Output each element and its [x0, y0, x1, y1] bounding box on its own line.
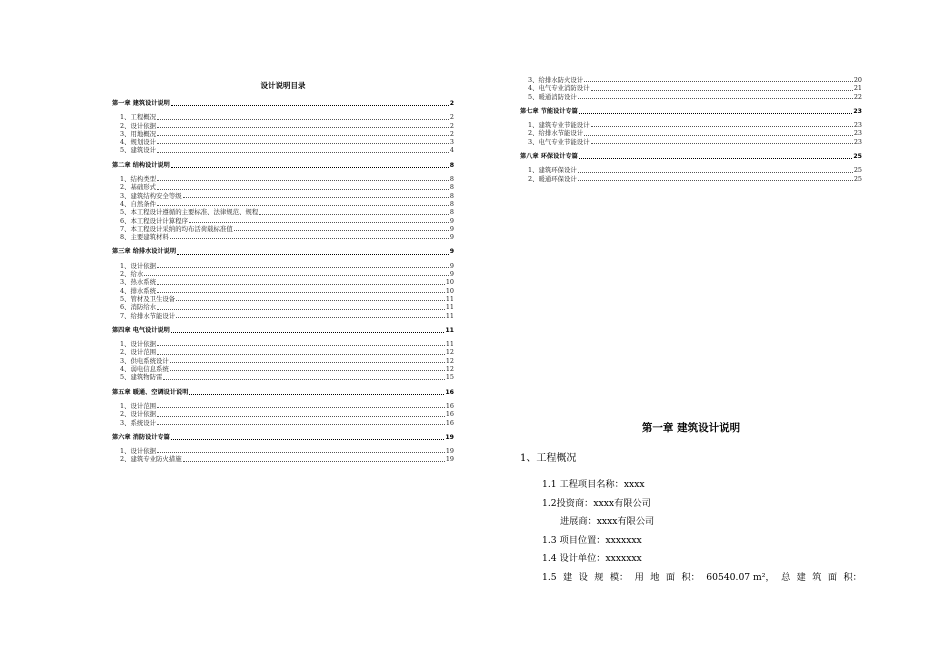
toc-leader-dots — [259, 213, 449, 215]
toc-item-row[interactable] — [112, 295, 454, 303]
toc-leader-dots — [157, 126, 449, 128]
toc-entry-label: 4、排水系统 — [120, 286, 157, 295]
toc-page-number: 22 — [853, 92, 862, 101]
toc-leader-dots — [157, 188, 449, 190]
toc-entry-label: 2、设计范围 — [120, 348, 157, 357]
toc-page-number: 19 — [445, 447, 454, 456]
toc-item-row[interactable] — [112, 183, 454, 191]
toc-leader-dots — [183, 460, 445, 462]
toc-entry-label: 6、本工程设计计算程序 — [120, 216, 188, 225]
toc-leader-dots — [163, 378, 444, 380]
investor-line: 1.2投资商：xxxx有限公司 — [542, 497, 651, 509]
toc-entry-label: 1、设计依据 — [120, 261, 157, 270]
toc-entry-label: 1、建筑专业节能设计 — [528, 121, 590, 130]
toc-page-number: 25 — [853, 166, 862, 175]
toc-entry-label: 5、建筑物防雷 — [120, 373, 163, 382]
toc-chapter-row[interactable] — [112, 162, 454, 170]
toc-page-number: 25 — [853, 174, 862, 183]
toc-leader-dots — [157, 266, 449, 268]
toc-leader-dots — [578, 97, 853, 99]
toc-leader-dots — [170, 237, 449, 239]
toc-leader-dots — [584, 80, 853, 82]
toc-page-number: 12 — [445, 365, 454, 374]
toc-leader-dots — [157, 451, 445, 453]
toc-leader-dots — [176, 316, 445, 318]
toc-leader-dots — [584, 134, 853, 136]
toc-entry-label: 3、给排水防火设计 — [528, 76, 584, 84]
toc-entry-label: 2、基础形式 — [120, 183, 157, 192]
location-line: 1.3 项目位置：xxxxxxx — [542, 534, 642, 546]
toc-page-number: 11 — [445, 340, 454, 349]
toc-item-row[interactable] — [520, 93, 862, 101]
toc-leader-dots — [177, 253, 449, 255]
toc-item-row[interactable] — [112, 146, 454, 154]
scale-line-part: 1.5 — [542, 571, 557, 583]
toc-item-row[interactable] — [112, 373, 454, 381]
toc-item-row[interactable] — [112, 113, 454, 121]
toc-page-number: 16 — [445, 388, 454, 396]
toc-item-row[interactable] — [520, 175, 862, 183]
toc-leader-dots — [157, 151, 449, 153]
toc-page-number: 4 — [449, 146, 454, 155]
toc-entry-label: 5、本工程设计遵循的主要标准、法律规范、规程 — [120, 208, 259, 217]
toc-leader-dots — [171, 331, 445, 333]
toc-item-row[interactable] — [112, 192, 454, 200]
toc-entry-label: 第六章 消防设计专篇 — [112, 433, 170, 441]
toc-item-row[interactable] — [112, 340, 454, 348]
toc-page-number: 8 — [449, 161, 454, 169]
toc-chapter-row[interactable] — [112, 434, 454, 442]
toc-leader-dots — [591, 125, 853, 127]
toc-page-number: 23 — [853, 121, 862, 130]
toc-page-number: 23 — [853, 107, 862, 115]
toc-item-row[interactable] — [112, 208, 454, 216]
toc-item-row[interactable] — [520, 166, 862, 174]
toc-item-row[interactable] — [112, 410, 454, 418]
toc-leader-dots — [234, 229, 449, 231]
toc-leader-dots — [183, 196, 449, 198]
toc-entry-label: 4、规划设计 — [120, 138, 157, 147]
toc-page-number: 2 — [449, 129, 454, 138]
toc-leader-dots — [157, 118, 449, 120]
toc-page-number: 11 — [445, 294, 454, 303]
toc-entry-label: 4、自然条件 — [120, 199, 157, 208]
toc-leader-dots — [170, 361, 445, 363]
toc-leader-dots — [579, 112, 853, 114]
toc-entry-label: 1、设计依据 — [120, 340, 157, 349]
toc-page-number: 8 — [449, 183, 454, 192]
section-heading: 1、工程概况 — [520, 453, 577, 464]
toc-entry-label: 8、主要建筑材料 — [120, 233, 169, 242]
toc-leader-dots — [578, 171, 853, 173]
toc-entry-label: 3、热水系统 — [120, 278, 157, 287]
chapter-heading: 第一章 建筑设计说明 — [641, 422, 741, 434]
toc-item-row[interactable] — [112, 287, 454, 295]
toc-page-number: 9 — [449, 248, 454, 256]
toc-page-number: 3 — [449, 138, 454, 147]
scale-line-part: 规 — [594, 571, 604, 583]
toc-entry-label: 5、管材及卫生设备 — [120, 294, 176, 303]
toc-page-number: 12 — [445, 348, 454, 357]
toc-entry-label: 3、电气专业节能设计 — [528, 137, 590, 146]
toc-page-number: 23 — [853, 129, 862, 138]
toc-entry-label: 3、系统设计 — [120, 418, 157, 427]
toc-item-row[interactable] — [112, 419, 454, 427]
toc-item-row[interactable] — [520, 84, 862, 92]
scale-line-part: 模： — [609, 571, 629, 583]
toc-leader-dots — [176, 299, 445, 301]
toc-leader-dots — [189, 221, 449, 223]
toc-leader-dots — [157, 406, 445, 408]
toc-page-number: 21 — [853, 84, 862, 93]
toc-entry-label: 第二章 结构设计说明 — [112, 161, 170, 169]
chapter-one-section — [520, 420, 862, 587]
toc-leader-dots — [157, 291, 445, 293]
toc-item-row[interactable] — [112, 217, 454, 225]
scale-line-part: 地 — [650, 571, 660, 583]
toc-entry-label: 6、消防给水 — [120, 303, 157, 312]
toc-entry-label: 1、工程概况 — [120, 113, 157, 122]
toc-leader-dots — [578, 179, 853, 181]
toc-page-number: 16 — [445, 418, 454, 427]
toc-page-number: 2 — [449, 113, 454, 122]
project-name-line: 1.1 工程项目名称：xxxx — [542, 479, 645, 490]
toc-leader-dots — [144, 274, 449, 276]
scale-line-part: 筑 — [812, 571, 822, 583]
toc-chapter-row[interactable] — [520, 108, 862, 116]
toc-entry-label: 1、设计依据 — [120, 447, 157, 456]
toc-entry-label: 5、建筑设计 — [120, 146, 157, 155]
toc-leader-dots — [157, 415, 445, 417]
toc-page-number: 9 — [449, 261, 454, 270]
developer-line: 进展商：xxxx有限公司 — [560, 516, 655, 527]
toc-item-row[interactable] — [112, 348, 454, 356]
toc-item-row[interactable] — [112, 122, 454, 130]
toc-page-number: 8 — [449, 199, 454, 208]
scale-line-part: 面 — [665, 571, 676, 583]
toc-left-column — [112, 80, 454, 464]
toc-page-number: 11 — [445, 311, 454, 320]
toc-chapter-row[interactable] — [520, 153, 862, 161]
toc-entry-label: 第三章 给排水设计说明 — [112, 248, 177, 256]
toc-entry-label: 7、本工程设计采纳的均布活荷载标准值 — [120, 224, 233, 233]
scale-line-part: 用 — [634, 571, 644, 583]
toc-entry-label: 1、结构类型 — [120, 175, 157, 184]
toc-page-number: 8 — [449, 175, 454, 184]
toc-leader-dots — [189, 393, 444, 395]
toc-leader-dots — [157, 142, 449, 144]
toc-item-row[interactable] — [112, 225, 454, 233]
toc-chapter-row[interactable] — [112, 389, 454, 397]
toc-right-list — [520, 76, 862, 183]
toc-page-number: 23 — [853, 137, 862, 146]
toc-page-number: 16 — [445, 410, 454, 419]
toc-item-row[interactable] — [112, 312, 454, 320]
toc-entry-label: 4、弱电信息系统 — [120, 365, 169, 374]
toc-entry-label: 1、建筑环保设计 — [528, 166, 577, 175]
toc-leader-dots — [579, 157, 853, 159]
scale-line-part: 面 — [827, 571, 838, 583]
toc-page-number: 9 — [449, 224, 454, 233]
toc-leader-dots — [157, 204, 449, 206]
toc-entry-label: 第五章 暖通、空调设计说明 — [112, 388, 189, 396]
toc-chapter-row[interactable] — [112, 327, 454, 335]
toc-item-row[interactable] — [112, 270, 454, 278]
toc-entry-label: 第四章 电气设计说明 — [112, 326, 170, 334]
toc-leader-dots — [157, 308, 445, 310]
toc-page-number: 9 — [449, 216, 454, 225]
toc-entry-label: 2、建筑专业防火措施 — [120, 455, 182, 464]
toc-page-number: 8 — [449, 208, 454, 217]
toc-page-number: 2 — [449, 100, 454, 107]
toc-page-number: 16 — [445, 401, 454, 410]
toc-page-number: 12 — [445, 356, 454, 365]
toc-entry-label: 3、用地概况 — [120, 129, 157, 138]
toc-item-row[interactable] — [112, 130, 454, 138]
toc-entry-label: 2、设计依据 — [120, 121, 157, 130]
toc-item-row[interactable] — [112, 455, 454, 463]
toc-item-row[interactable] — [112, 262, 454, 270]
design-unit-line: 1.4 设计单位：xxxxxxx — [542, 553, 642, 564]
toc-page-number: 9 — [449, 233, 454, 242]
toc-item-row[interactable] — [520, 129, 862, 137]
toc-item-row[interactable] — [520, 138, 862, 146]
toc-leader-dots — [157, 134, 449, 136]
toc-leader-dots — [171, 438, 445, 440]
toc-entry-label: 第一章 建筑设计说明 — [112, 100, 170, 107]
toc-entry-label: 3、建筑结构安全等级 — [120, 191, 182, 200]
toc-page-number: 15 — [445, 373, 454, 382]
toc-item-row[interactable] — [112, 175, 454, 183]
toc-entry-label: 2、给水 — [120, 270, 144, 279]
toc-item-row[interactable] — [112, 303, 454, 311]
toc-page-number: 10 — [445, 286, 454, 295]
toc-entry-label: 2、暖通环保设计 — [528, 174, 577, 183]
toc-page-number: 11 — [445, 303, 454, 312]
toc-page-number: 2 — [449, 121, 454, 130]
toc-title: 设计说明目录 — [260, 81, 306, 90]
toc-item-row[interactable] — [112, 402, 454, 410]
toc-leader-dots — [157, 423, 445, 425]
scale-line-part: 积： — [843, 571, 862, 583]
toc-page-number: 25 — [853, 153, 862, 161]
scale-line-part: 建 — [796, 571, 806, 583]
toc-page-number: 19 — [445, 433, 454, 441]
toc-page-number: 11 — [445, 326, 454, 334]
toc-entry-label: 第八章 环保设计专篇 — [520, 153, 578, 161]
toc-left-list — [112, 100, 454, 464]
toc-item-row[interactable] — [112, 138, 454, 146]
toc-leader-dots — [157, 283, 445, 285]
construction-scale-line — [520, 569, 862, 588]
toc-entry-label: 2、设计依据 — [120, 410, 157, 419]
scale-line-part: 设 — [578, 571, 588, 583]
toc-leader-dots — [170, 369, 445, 371]
toc-entry-label: 4、电气专业消防设计 — [528, 84, 590, 93]
toc-right-column — [520, 76, 862, 183]
scale-line-part: 60540.07 m²， — [706, 571, 775, 583]
toc-entry-label: 第七章 节能设计专篇 — [520, 107, 578, 115]
toc-page-number: 19 — [445, 455, 454, 464]
toc-item-row[interactable] — [112, 357, 454, 365]
toc-leader-dots — [157, 344, 445, 346]
toc-leader-dots — [591, 89, 853, 91]
toc-leader-dots — [591, 142, 853, 144]
scale-line-part: 建 — [563, 571, 573, 583]
toc-leader-dots — [171, 104, 449, 106]
toc-page-number: 8 — [449, 191, 454, 200]
toc-entry-label: 7、给排水节能设计 — [120, 311, 176, 320]
toc-entry-label: 5、暖通消防设计 — [528, 92, 577, 101]
toc-entry-label: 2、给排水节能设计 — [528, 129, 584, 138]
toc-page-number: 9 — [449, 270, 454, 279]
toc-leader-dots — [157, 179, 449, 181]
toc-item-row[interactable] — [112, 278, 454, 286]
toc-item-row[interactable] — [112, 365, 454, 373]
toc-entry-label: 1、设计范围 — [120, 401, 157, 410]
scale-line-part: 总 — [781, 571, 791, 583]
toc-entry-label: 3、供电系统设计 — [120, 356, 169, 365]
toc-chapter-row[interactable] — [112, 100, 454, 108]
toc-item-row[interactable] — [112, 233, 454, 241]
toc-leader-dots — [171, 166, 449, 168]
toc-chapter-row[interactable] — [112, 248, 454, 256]
toc-page-number: 10 — [445, 278, 454, 287]
scale-line-part: 积： — [681, 571, 700, 583]
toc-page-number: 20 — [853, 76, 862, 84]
toc-leader-dots — [157, 353, 445, 355]
